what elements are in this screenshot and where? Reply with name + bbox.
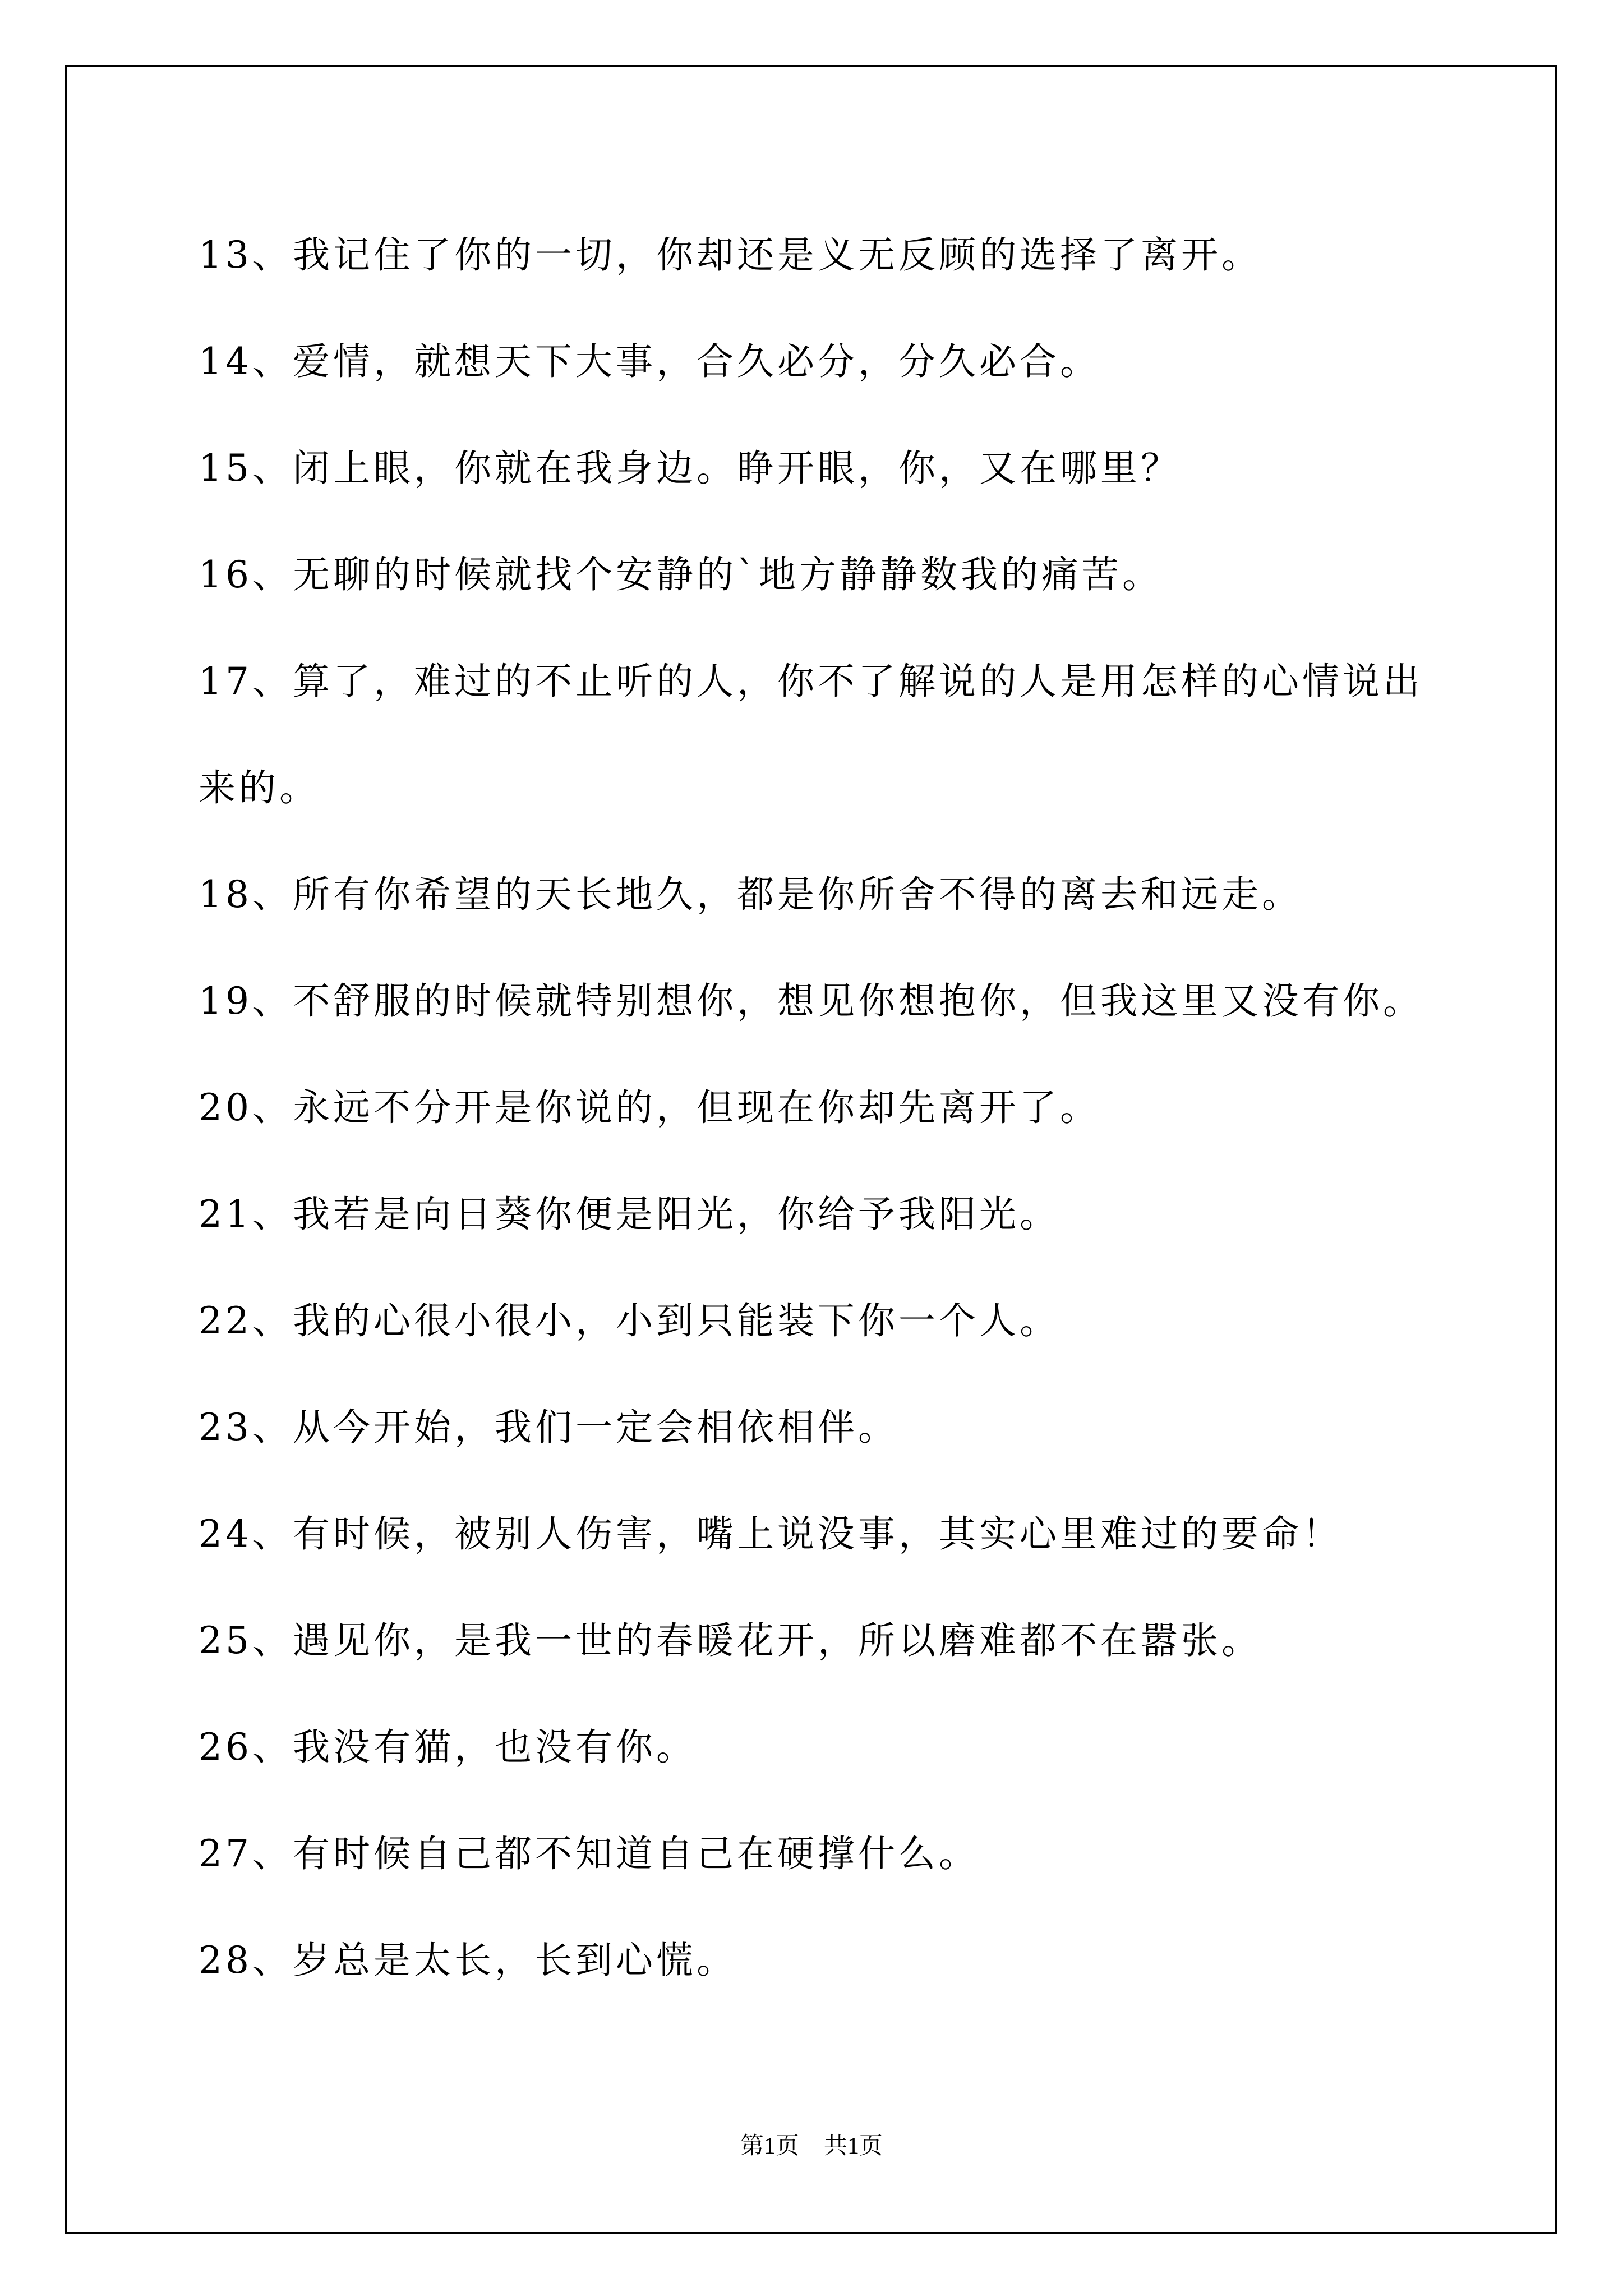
text-line: 13、我记住了你的一切，你却还是义无反顾的选择了离开。: [199, 233, 1262, 277]
text-line: 15、闭上眼，你就在我身边。睁开眼，你，又在哪里？: [199, 447, 1181, 490]
text-line: 17、算了，难过的不止听的人，你不了解说的人是用怎样的心情说出: [199, 660, 1423, 703]
text-line: 27、有时候自己都不知道自己在硬撑什么。: [199, 1832, 979, 1875]
text-line: 28、岁总是太长，长到心慌。: [199, 1939, 737, 1982]
text-line: 来的。: [199, 766, 320, 809]
page-footer: [0, 2127, 1623, 2161]
text-line: 24、有时候，被别人伤害，嘴上说没事，其实心里难过的要命！: [199, 1512, 1343, 1556]
document-body: [199, 202, 1488, 2014]
text-line: 14、爱情，就想天下大事，合久必分，分久必合。: [199, 340, 1100, 383]
text-line: 18、所有你希望的天长地久，都是你所舍不得的离去和远走。: [199, 873, 1302, 916]
text-line: 25、遇见你，是我一世的春暖花开，所以磨难都不在嚣张。: [199, 1619, 1262, 1662]
page-number: 第1页: [740, 2133, 799, 2159]
text-line: 22、我的心很小很小，小到只能装下你一个人。: [199, 1299, 1060, 1342]
text-line: 16、无聊的时候就找个安静的`地方静静数我的痛苦。: [199, 553, 1163, 596]
text-line: 19、不舒服的时候就特别想你，想见你想抱你，但我这里又没有你。: [199, 979, 1423, 1023]
text-line: 21、我若是向日葵你便是阳光，你给予我阳光。: [199, 1193, 1060, 1236]
page-count: 共1页: [824, 2133, 883, 2159]
text-line: 26、我没有猫，也没有你。: [199, 1726, 697, 1769]
text-line: 20、永远不分开是你说的，但现在你却先离开了。: [199, 1086, 1100, 1129]
text-line: 23、从今开始，我们一定会相依相伴。: [199, 1406, 898, 1449]
